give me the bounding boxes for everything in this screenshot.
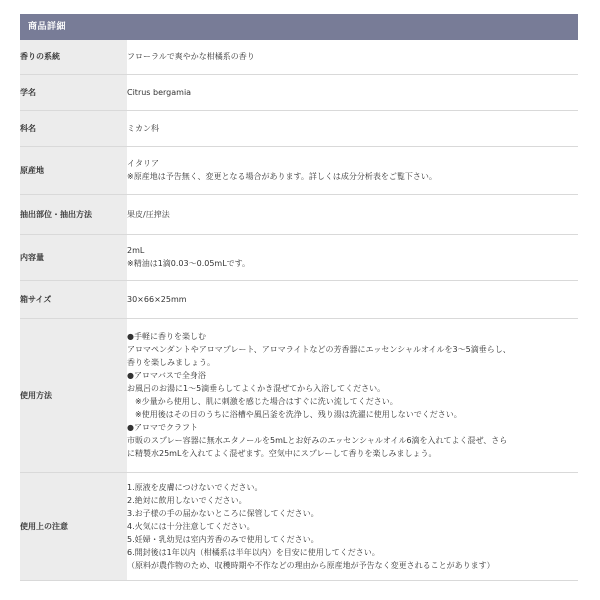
spec-value	[127, 40, 578, 74]
spec-value	[127, 234, 578, 280]
spec-label: 箱サイズ	[20, 280, 127, 318]
spec-row-volume	[20, 234, 578, 280]
spec-label: 香りの系統	[20, 40, 127, 74]
spec-value-line: 30×66×25mm	[127, 294, 187, 304]
usage-heading: ●手軽に香りを楽しむ	[127, 332, 206, 341]
spec-value-line: ※精油は1滴0.03～0.05mLです。	[127, 259, 251, 268]
spec-row-usage	[20, 318, 578, 472]
spec-value	[127, 280, 578, 318]
spec-value-line: 果皮/圧搾法	[127, 209, 170, 219]
spec-row-scientific-name	[20, 74, 578, 110]
spec-label: 科名	[20, 110, 127, 146]
spec-value-line: に精製水25mLを入れてよく混ぜます。空気中にスプレーして香りを楽しみましょう。	[127, 449, 437, 458]
precaution-note: （原料が農作物のため、収穫時期や不作などの理由から原産地が予告なく変更されることがあります）	[127, 560, 495, 570]
spec-value	[127, 318, 578, 472]
spec-value-line: イタリア	[127, 159, 159, 168]
section-title: 商品詳細	[28, 22, 67, 32]
precaution-item: 6.開封後は1年以内（柑橘系は半年以内）を目安に使用してください。	[127, 547, 380, 557]
spec-value	[127, 472, 578, 580]
spec-value-line: フローラルで爽やかな柑橘系の香り	[127, 52, 255, 62]
usage-note: ※使用後はその日のうちに浴槽や風呂釜を洗浄し、残り湯は洗濯に使用しないでください。	[135, 410, 462, 419]
spec-row-extraction	[20, 194, 578, 234]
spec-label: 抽出部位・抽出方法	[20, 194, 127, 234]
precaution-item: 4.火気には十分注意してください。	[127, 521, 255, 531]
spec-value	[127, 110, 578, 146]
spec-row-fragrance-type	[20, 40, 578, 74]
spec-value	[127, 74, 578, 110]
spec-value-line: Citrus bergamia	[127, 87, 192, 97]
precaution-item: 3.お子様の手の届かないところに保管してください。	[127, 508, 319, 518]
spec-row-origin	[20, 146, 578, 194]
spec-row-family	[20, 110, 578, 146]
spec-value-line: 香りを楽しみましょう。	[127, 358, 215, 367]
usage-note: ※少量から使用し、肌に刺激を感じた場合はすぐに洗い流してください。	[135, 397, 398, 406]
spec-row-box-size	[20, 280, 578, 318]
precaution-item: 2.絶対に飲用しないでください。	[127, 495, 247, 505]
precaution-item: 1.原液を皮膚につけないでください。	[127, 482, 263, 492]
spec-value-line: お風呂のお湯に1～5滴垂らしてよくかき混ぜてから入浴してください。	[127, 384, 386, 393]
spec-value	[127, 146, 578, 194]
spec-value	[127, 194, 578, 234]
usage-heading: ●アロマバスで全身浴	[127, 371, 206, 380]
spec-label: 内容量	[20, 234, 127, 280]
precaution-item: 5.妊婦・乳幼児は室内芳香のみで使用してください。	[127, 534, 319, 544]
spec-row-precautions	[20, 472, 578, 580]
spec-value-line: 市販のスプレー容器に無水エタノールを5mLとお好みのエッセンシャルオイル6滴を入れてよく混ぜ、さら	[127, 436, 508, 445]
usage-heading: ●アロマでクラフト	[127, 423, 198, 432]
spec-value-line: 2mL	[127, 246, 145, 255]
spec-value-line: ※原産地は予告無く、変更となる場合があります。詳しくは成分分析表をご覧下さい。	[127, 172, 437, 181]
section-header	[20, 14, 578, 40]
spec-value-line: ミカン科	[127, 123, 159, 133]
spec-label: 学名	[20, 74, 127, 110]
spec-label: 使用方法	[20, 318, 127, 472]
product-spec-table	[20, 40, 578, 581]
spec-label: 使用上の注意	[20, 472, 127, 580]
spec-value-line: アロマペンダントやアロマプレート、アロマライトなどの芳香器にエッセンシャルオイルを3～5滴垂らし、	[127, 345, 511, 354]
spec-label: 原産地	[20, 146, 127, 194]
